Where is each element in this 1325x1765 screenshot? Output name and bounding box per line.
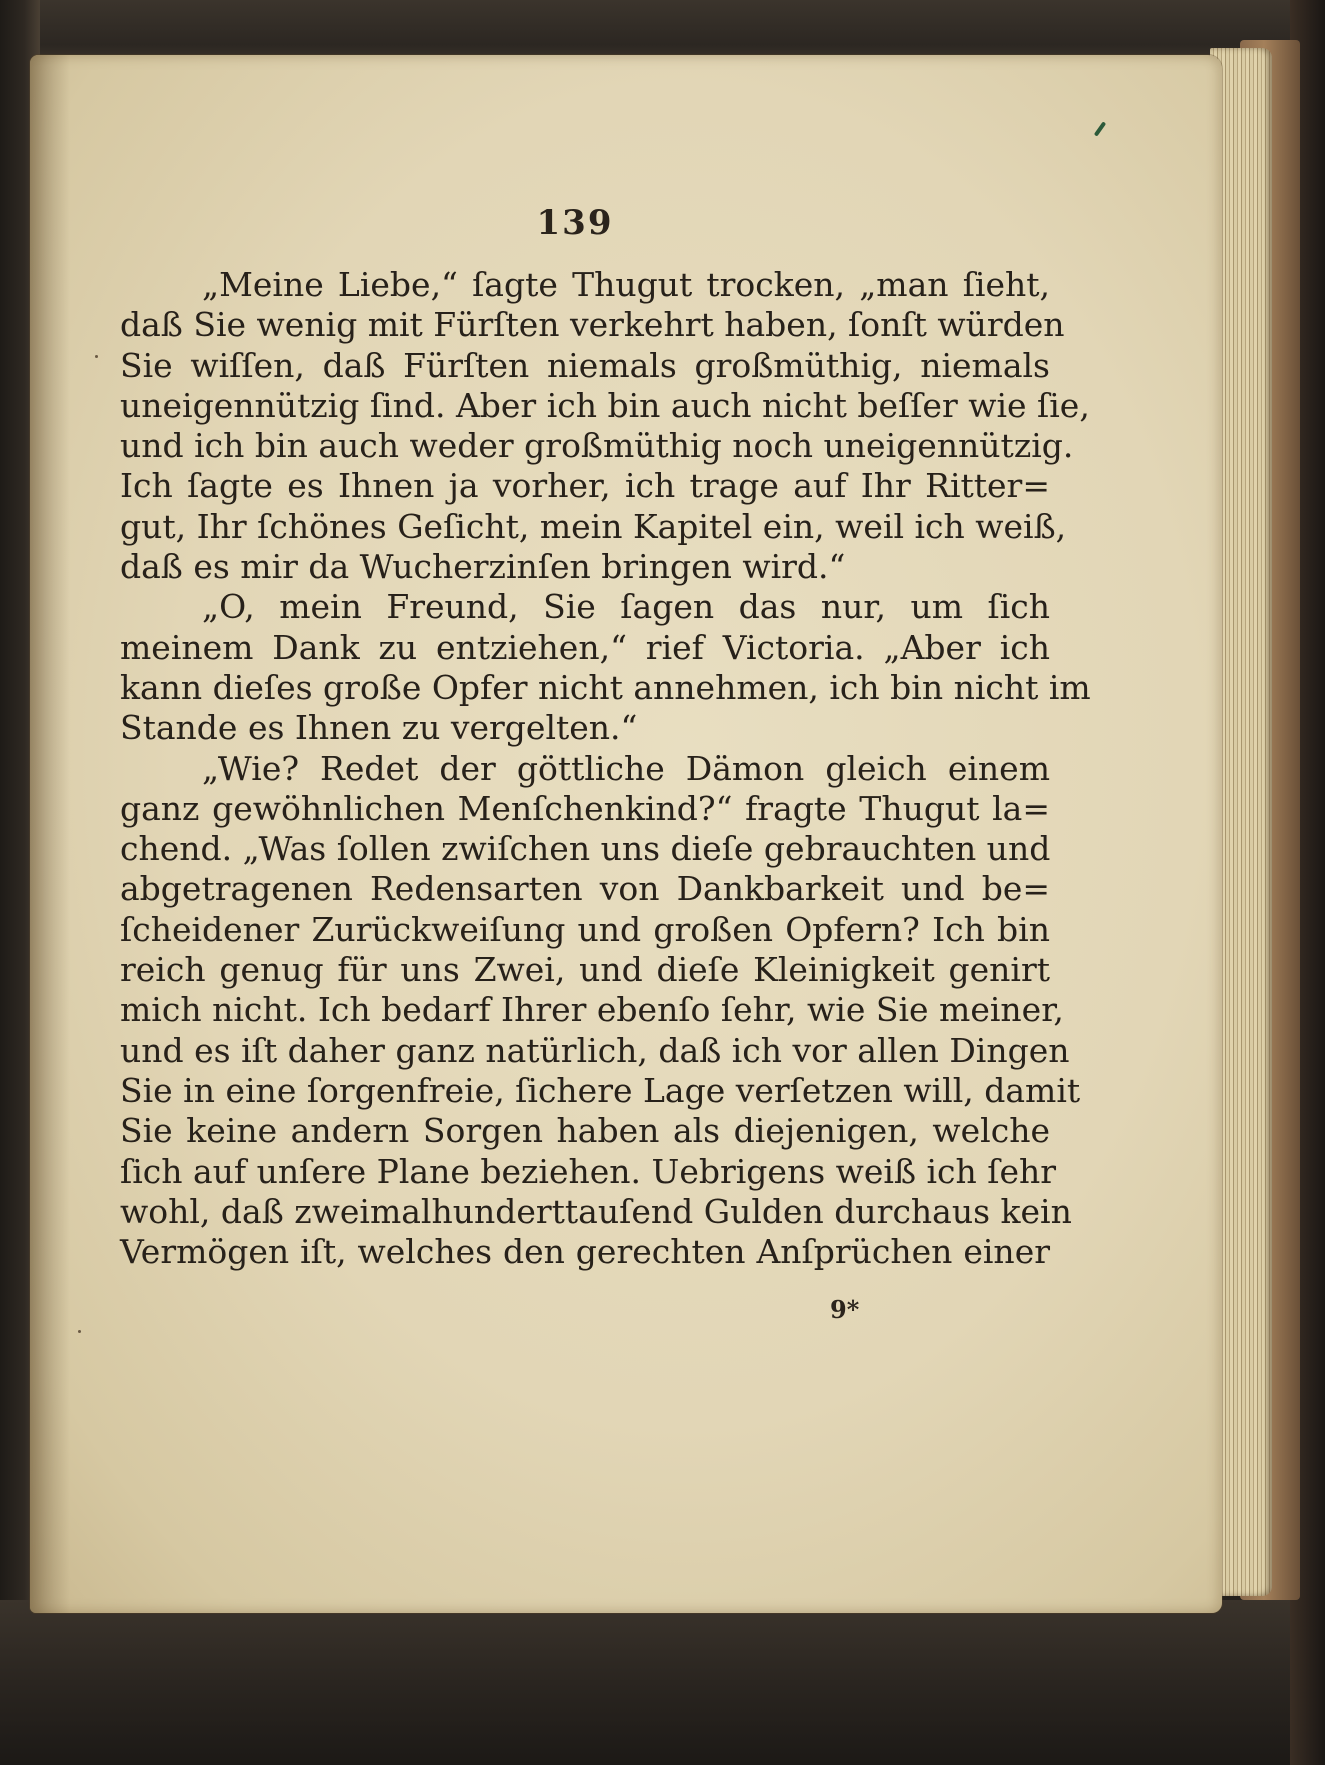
text-line: „Wie? Redet der göttliche Dämon gleich einem: [202, 748, 1050, 788]
text-line: ſcheidener Zurückweiſung und großen Opfern? Ich bin: [120, 909, 1050, 949]
signature-mark: 9*: [830, 1295, 860, 1324]
text-line: wohl, daß zweimalhunderttauſend Gulden durchaus kein: [120, 1191, 1072, 1231]
text-line: Stande es Ihnen zu vergelten.“: [120, 708, 638, 748]
text-line: ganz gewöhnlichen Menſchenkind?“ fragte Thugut la=: [120, 788, 1050, 828]
text-line: mich nicht. Ich bedarf Ihrer ebenſo ſehr, wie Sie meiner,: [120, 990, 1064, 1030]
text-line: meinem Dank zu entziehen,“ rief Victoria. „Aber ich: [120, 627, 1050, 667]
text-line: Sie in eine ſorgenfreie, ſichere Lage verſetzen will, damit: [120, 1070, 1081, 1110]
text-line: Vermögen iſt, welches den gerechten Anſprüchen einer: [120, 1232, 1050, 1272]
body-text: [120, 265, 1091, 1272]
text-line: „Meine Liebe,“ ſagte Thugut trocken, „man ſieht,: [202, 265, 1050, 304]
book-page: [30, 55, 1222, 1613]
book-binding-bottom: [0, 1600, 1325, 1765]
paper-speck: [95, 355, 98, 358]
text-line: „O, mein Freund, Sie ſagen das nur, um ſich: [202, 587, 1050, 627]
text-line: Ich ſagte es Ihnen ja vorher, ich trage auf Ihr Ritter=: [120, 466, 1050, 506]
text-line: chend. „Was ſollen zwiſchen uns dieſe gebrauchten und: [120, 829, 1051, 869]
text-line: daß Sie wenig mit Fürſten verkehrt haben, ſonſt würden: [120, 305, 1065, 345]
paper-speck: [78, 1330, 81, 1333]
text-line: und es iſt daher ganz natürlich, daß ich vor allen Dingen: [120, 1030, 1070, 1070]
page-number: 139: [536, 203, 614, 243]
text-line: uneigennützig ſind. Aber ich bin auch nicht beſſer wie ſie,: [120, 385, 1090, 425]
text-line: Sie wiſſen, daß Fürſten niemals großmüthig, niemals: [120, 345, 1050, 385]
text-line: gut, Ihr ſchönes Geſicht, mein Kapitel ein, weil ich weiß,: [120, 506, 1067, 546]
text-line: Sie keine andern Sorgen haben als diejenigen, welche: [120, 1111, 1050, 1151]
pencil-mark: [1094, 121, 1106, 136]
text-line: reich genug für uns Zwei, und dieſe Kleinigkeit genirt: [120, 950, 1050, 990]
text-line: und ich bin auch weder großmüthig noch uneigennützig.: [120, 426, 1074, 466]
gutter-shadow: [30, 55, 70, 1613]
text-line: daß es mir da Wucherzinſen bringen wird.“: [120, 547, 846, 587]
text-line: ſich auf unſere Plane beziehen. Uebrigens weiß ich ſehr: [120, 1151, 1057, 1191]
text-line: abgetragenen Redensarten von Dankbarkeit und be=: [120, 869, 1050, 909]
text-line: kann dieſes große Opfer nicht annehmen, ich bin nicht im: [120, 667, 1091, 707]
